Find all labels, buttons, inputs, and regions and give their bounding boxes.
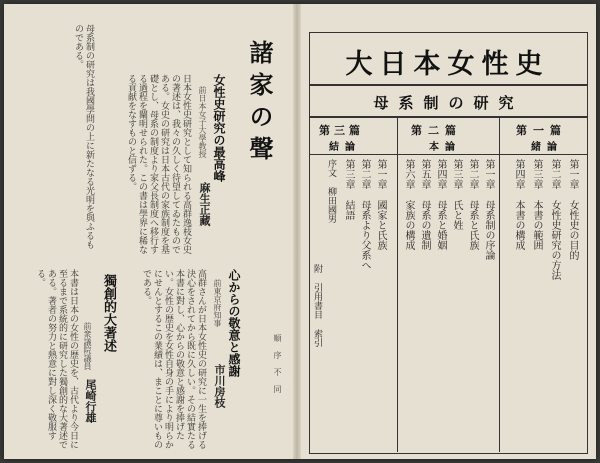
part-3-ch3: 第三章 結語 [343, 159, 354, 220]
part-2-section: 本論 [429, 142, 461, 153]
volume-title: 母系制の研究 [373, 94, 524, 112]
part-3-section: 結論 [329, 142, 361, 153]
article2-affiliation: 前東京府知事 [213, 279, 222, 327]
part-1-ch3: 第三章 本書の範囲 [531, 159, 542, 250]
article1-title: 女性史研究の最高峰 [212, 74, 226, 182]
part-1-ch4: 第四章 本書の構成 [513, 159, 524, 250]
article4-body: 母系制の研究は我國學問の上に新たなる光明を與ふるものである。 [73, 24, 94, 249]
part-2-ch2: 第二章 母系と氏族 [467, 159, 478, 250]
part-1-ch2: 第二章 女性史研究の方法 [549, 159, 560, 280]
volume-rule [309, 116, 588, 118]
gutter [293, 4, 301, 459]
part-3-ch2: 第二章 母系より父系へ [359, 159, 370, 270]
part-2-ch5: 第五章 母系の遺制 [419, 159, 430, 250]
series-title: 大日本女性史 [345, 49, 550, 80]
part-1-ch1: 第一章 女性史の目的 [567, 159, 578, 260]
article2-body: 高群さんが日本女性史の研究に一生を捧げる決心をされてから既に久しい。その結實たる本書に對し、心からの敬意と感謝を捧げたい。女性の歴史を女性自身の手により明らかにせんとするこの業績は、まことに尊いものである。 [141, 269, 206, 449]
part-2-ch6: 第六章 家族の構成 [403, 159, 414, 250]
article2-title: 心からの敬意と感謝 [227, 269, 241, 377]
part-3-label: 第三篇 [319, 124, 364, 137]
left-page [4, 4, 293, 459]
parts-rule [309, 154, 588, 155]
index-label: 附 引用書目 索引 [312, 264, 322, 347]
appendix: 序文 柳田國男 [326, 159, 336, 223]
article1-body: 日本女性史研究として知られる高群逸枝女史の著述は、我々の久しく待望してゐたものである。女史の研究は日本古代の家族制度を基礎とし、母系の制度より家父長制度へ移行する過程を闡明せられた。この書は學界に稀なる貢献をなすものと信ずる。 [126, 74, 191, 254]
article3-affiliation: 前衆議院議員 [83, 322, 92, 370]
part-2-ch4: 第四章 母系と婚姻 [435, 159, 446, 250]
part-1-label: 第一篇 [516, 124, 567, 137]
article2-author: 市川房枝 [213, 364, 226, 408]
part-1-section: 緒論 [531, 142, 563, 153]
title-rule [309, 84, 588, 86]
divider-2 [499, 116, 500, 452]
section-title: 諸家の聲 [245, 40, 274, 168]
part-2-label: 第二篇 [411, 124, 462, 137]
article1-affiliation: 前日本女子大學教授 [198, 86, 207, 158]
article3-title: 獨創的大著述 [101, 274, 116, 352]
article3-author: 尾崎行雄 [84, 379, 97, 423]
article3-body: 本書は日本の女性の歴史を、古代より今日に至るまで系統的に研究した獨創的な大著述である。著者の努力と熱意に對し深く敬服する。 [35, 269, 78, 449]
right-page [301, 4, 596, 459]
book-spread [4, 4, 596, 459]
order-note: 順 序 不 同 [273, 334, 282, 393]
part-3-ch1: 第一章 國家と氏族 [375, 159, 386, 250]
part-2-ch1: 第一章 母系制の序論 [483, 159, 494, 260]
part-2-ch3: 第三章 氏と姓 [451, 159, 462, 230]
divider-1 [397, 116, 398, 452]
article1-author: 麻生正藏 [198, 182, 211, 226]
